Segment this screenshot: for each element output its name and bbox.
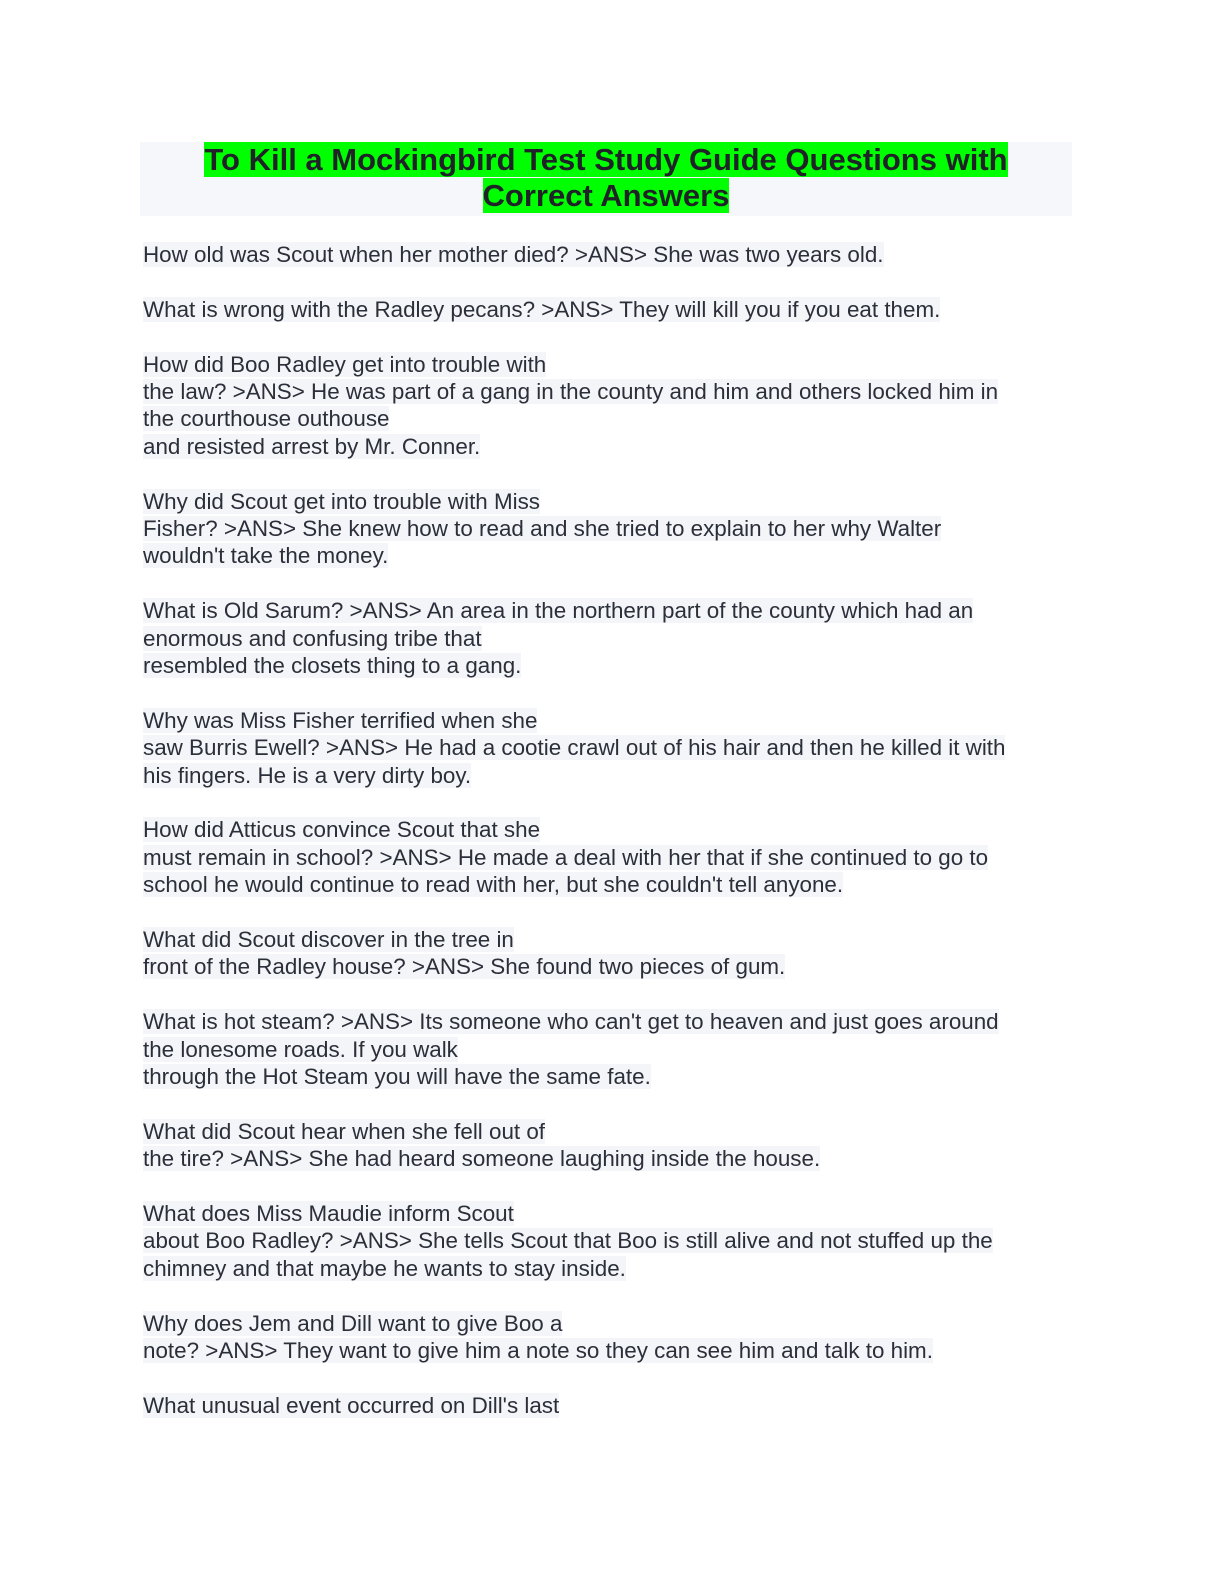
question-answer-list: [143, 241, 1083, 1447]
qa-line-text: wouldn't take the money.: [143, 543, 389, 569]
qa-line: [143, 734, 1083, 761]
qa-line-text: the law? >ANS> He was part of a gang in the county and him and others locked him in: [143, 379, 999, 404]
qa-line-text: school he would continue to read with her, but she couldn't tell anyone.: [143, 872, 844, 898]
qa-line: [143, 296, 1083, 323]
qa-line: [143, 1145, 1083, 1172]
qa-item: [143, 1118, 1083, 1173]
qa-line-text: Why does Jem and Dill want to give Boo a: [143, 1310, 563, 1336]
qa-item: [143, 1310, 1083, 1365]
qa-line: [143, 351, 1083, 378]
qa-line-text: What unusual event occurred on Dill's last: [143, 1392, 560, 1418]
qa-line: [143, 707, 1083, 734]
title-line-text: Correct Answers: [482, 178, 730, 213]
qa-line: [143, 515, 1083, 542]
qa-line: [143, 1063, 1083, 1090]
document-title: [140, 142, 1072, 216]
qa-item: [143, 1392, 1083, 1419]
title-line: [140, 142, 1072, 178]
qa-line-text: his fingers. He is a very dirty boy.: [143, 762, 472, 788]
qa-item: [143, 816, 1083, 898]
qa-line-text: What does Miss Maudie inform Scout: [143, 1201, 514, 1227]
qa-line-text: the lonesome roads. If you walk: [143, 1036, 458, 1062]
qa-line-text: chimney and that maybe he wants to stay inside.: [143, 1255, 626, 1281]
qa-line: [143, 926, 1083, 953]
qa-line-text: What is hot steam? >ANS> Its someone who can't get to heaven and just goes around: [143, 1009, 999, 1035]
qa-line: [143, 597, 1083, 624]
qa-line: [143, 405, 1083, 432]
qa-line-text: enormous and confusing tribe that: [143, 625, 482, 651]
qa-line-text: Why did Scout get into trouble with Miss: [143, 488, 540, 514]
qa-item: [143, 1008, 1083, 1090]
qa-line: [143, 1118, 1083, 1145]
qa-line-text: and resisted arrest by Mr. Conner.: [143, 433, 481, 459]
qa-line: [143, 433, 1083, 460]
qa-line: [143, 1200, 1083, 1227]
qa-line: [143, 871, 1083, 898]
qa-line: [143, 1255, 1083, 1282]
qa-line-text: must remain in school? >ANS> He made a deal with her that if she continued to go to: [143, 844, 989, 870]
qa-line-text: through the Hot Steam you will have the same fate.: [143, 1064, 651, 1090]
qa-item: [143, 241, 1083, 268]
qa-item: [143, 351, 1083, 461]
qa-line: [143, 625, 1083, 652]
qa-item: [143, 926, 1083, 981]
qa-line-text: saw Burris Ewell? >ANS> He had a cootie crawl out of his hair and then he killed it with: [143, 735, 1006, 761]
qa-line: [143, 542, 1083, 569]
qa-line: [143, 1392, 1083, 1419]
qa-line-text: note? >ANS> They want to give him a note so they can see him and talk to him.: [143, 1338, 933, 1364]
qa-line: [143, 1008, 1083, 1035]
qa-line: [143, 652, 1083, 679]
qa-line-text: the courthouse outhouse: [143, 406, 390, 432]
qa-item: [143, 296, 1083, 323]
qa-line: [143, 953, 1083, 980]
title-line: [140, 178, 1072, 214]
qa-line: [143, 816, 1083, 843]
qa-item: [143, 1200, 1083, 1282]
qa-line-text: How did Atticus convince Scout that she: [143, 817, 541, 843]
qa-line-text: resembled the closets thing to a gang.: [143, 653, 522, 679]
qa-line: [143, 1227, 1083, 1254]
qa-line-text: Why was Miss Fisher terrified when she: [143, 707, 538, 733]
qa-line-text: What is Old Sarum? >ANS> An area in the northern part of the county which had an: [143, 598, 974, 624]
qa-item: [143, 707, 1083, 789]
qa-item: [143, 597, 1083, 679]
qa-line: [143, 378, 1083, 405]
qa-line-text: How old was Scout when her mother died? >ANS> She was two years old.: [143, 242, 884, 267]
title-line-text: To Kill a Mockingbird Test Study Guide Questions with: [204, 142, 1008, 177]
qa-line: [143, 488, 1083, 515]
qa-line-text: What is wrong with the Radley pecans? >ANS> They will kill you if you eat them.: [143, 296, 941, 322]
qa-item: [143, 488, 1083, 570]
qa-line-text: What did Scout discover in the tree in: [143, 927, 514, 953]
qa-line-text: What did Scout hear when she fell out of: [143, 1118, 546, 1144]
qa-line-text: the tire? >ANS> She had heard someone laughing inside the house.: [143, 1146, 821, 1172]
qa-line-text: How did Boo Radley get into trouble with: [143, 351, 547, 377]
qa-line: [143, 1310, 1083, 1337]
qa-line-text: Fisher? >ANS> She knew how to read and she tried to explain to her why Walter: [143, 516, 942, 542]
qa-line: [143, 844, 1083, 871]
qa-line: [143, 762, 1083, 789]
qa-line: [143, 1036, 1083, 1063]
qa-line-text: front of the Radley house? >ANS> She found two pieces of gum.: [143, 954, 786, 980]
qa-line: [143, 1337, 1083, 1364]
qa-line-text: about Boo Radley? >ANS> She tells Scout that Boo is still alive and not stuffed up the: [143, 1228, 993, 1254]
qa-line: [143, 241, 1083, 268]
